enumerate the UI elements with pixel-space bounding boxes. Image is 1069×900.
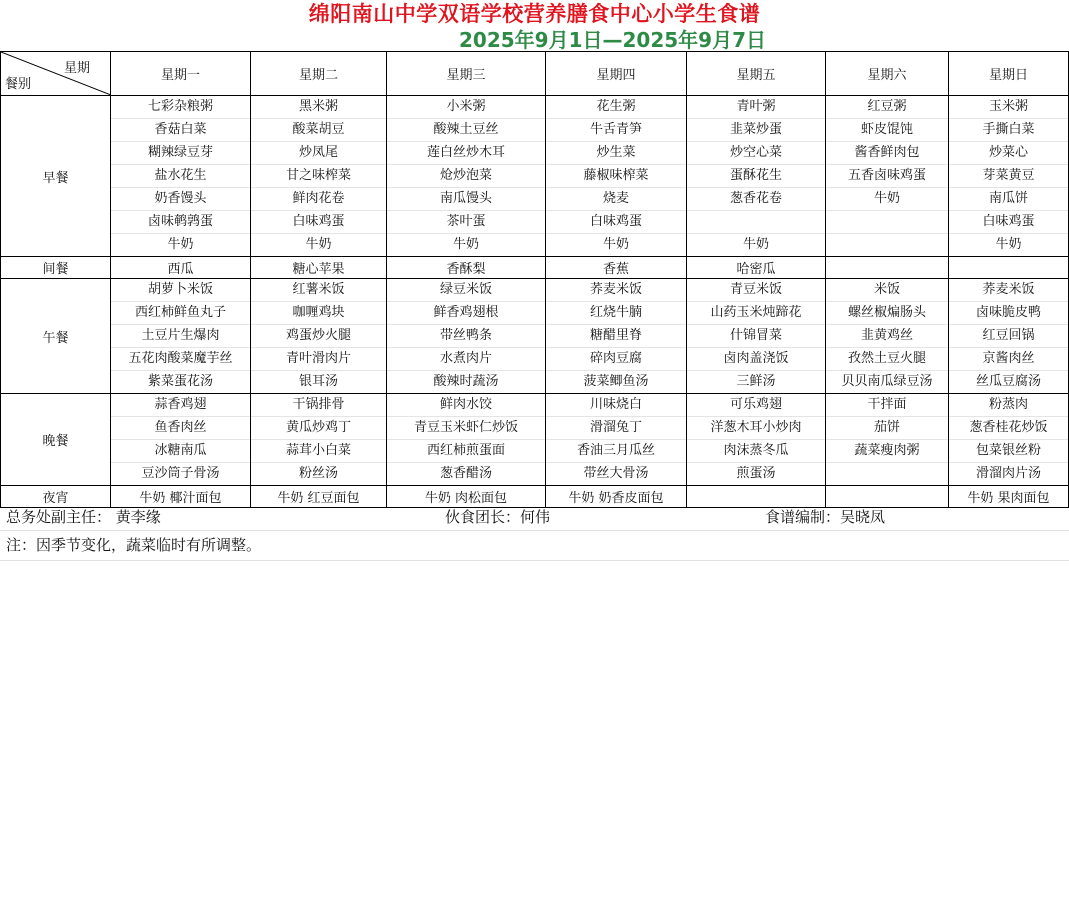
night-day-cell: 牛奶 奶香皮面包 — [546, 486, 687, 508]
dish-item: 冰糖南瓜 — [111, 440, 250, 463]
dish-item: 牛奶 — [826, 188, 948, 211]
dish-item: 牛奶 — [602, 237, 629, 252]
page-title: 绵阳南山中学双语学校营养膳食中心小学生食谱 — [308, 2, 761, 26]
dish-item: 贝贝南瓜绿豆汤 — [841, 374, 933, 389]
dish-item: 粉丝汤 — [298, 466, 338, 481]
corner-weekday-label: 星期 — [63, 61, 90, 76]
dish-item — [826, 463, 948, 485]
lunch-day-cell — [546, 279, 687, 394]
day-header: 星期一 — [111, 52, 251, 96]
dish-item: 虾皮馄饨 — [826, 119, 948, 142]
menu-compiler-name: 食谱编制：吴晓凤 — [765, 508, 886, 526]
night-day-cell: 牛奶 果肉面包 — [949, 486, 1069, 508]
lunch-day-cell — [687, 279, 826, 394]
dish-item: 小米粥 — [387, 96, 545, 119]
lunch-day-cell — [826, 279, 949, 394]
dish-item: 红烧牛腩 — [546, 302, 686, 325]
snack-day-cell — [949, 257, 1069, 279]
dish-item: 胡萝卜米饭 — [111, 279, 250, 302]
dinner-day-cell — [546, 394, 687, 486]
dinner-day-cell — [251, 394, 387, 486]
dish-item: 菠菜鲫鱼汤 — [583, 374, 649, 389]
dish-item: 滑溜兔丁 — [546, 417, 686, 440]
director-name: 总务处副主任： 黄李缘 — [6, 508, 161, 526]
dinner-row — [1, 394, 1069, 486]
dish-item: 甘之味榨菜 — [251, 165, 386, 188]
dish-item: 干拌面 — [826, 394, 948, 417]
snack-row — [1, 257, 1069, 279]
dinner-day-cell — [949, 394, 1069, 486]
corner-cell — [1, 52, 111, 96]
day-header: 星期二 — [251, 52, 387, 96]
dish-item: 香菇白菜 — [111, 119, 250, 142]
lunch-day-cell — [387, 279, 546, 394]
lunch-day-cell — [111, 279, 251, 394]
dish-item: 莲白丝炒木耳 — [387, 142, 545, 165]
day-header: 星期四 — [546, 52, 687, 96]
breakfast-day-cell — [687, 96, 826, 257]
dish-item: 鲜香鸡翅根 — [387, 302, 545, 325]
header-row — [1, 52, 1069, 96]
snack-day-cell: 西瓜 — [111, 257, 251, 279]
dish-item: 土豆片生爆肉 — [111, 325, 250, 348]
dish-item: 干锅排骨 — [251, 394, 386, 417]
dish-item: 鲜肉花卷 — [251, 188, 386, 211]
dish-item: 青豆玉米虾仁炒饭 — [387, 417, 545, 440]
dish-item: 鱼香肉丝 — [111, 417, 250, 440]
dish-item: 红豆粥 — [826, 96, 948, 119]
meal-label-dinner: 晚餐 — [1, 394, 111, 486]
dish-item: 孜然土豆火腿 — [826, 348, 948, 371]
dish-item: 绿豆米饭 — [387, 279, 545, 302]
corner-meal-label: 餐别 — [5, 77, 32, 92]
dish-item: 卤肉盖浇饭 — [687, 348, 825, 371]
dish-item: 三鲜汤 — [736, 374, 776, 389]
dish-item: 红薯米饭 — [251, 279, 386, 302]
dish-item: 白味鸡蛋 — [546, 211, 686, 234]
dish-item: 炒凤尾 — [251, 142, 386, 165]
dish-item: 荞麦米饭 — [546, 279, 686, 302]
dish-item: 豆沙筒子骨汤 — [141, 466, 220, 481]
dish-item: 白味鸡蛋 — [251, 211, 386, 234]
dish-item: 黄瓜炒鸡丁 — [251, 417, 386, 440]
dish-item: 红豆回锅 — [949, 325, 1068, 348]
canteen-head-name: 伙食团长：何伟 — [445, 508, 551, 526]
dish-item: 紫菜蛋花汤 — [147, 374, 213, 389]
breakfast-row — [1, 96, 1069, 257]
dish-item: 黑米粥 — [251, 96, 386, 119]
dish-item: 茶叶蛋 — [387, 211, 545, 234]
dish-item: 手撕白菜 — [949, 119, 1068, 142]
dish-item: 银耳汤 — [298, 374, 338, 389]
dish-item: 糖醋里脊 — [546, 325, 686, 348]
breakfast-day-cell — [111, 96, 251, 257]
dish-item: 碎肉豆腐 — [546, 348, 686, 371]
lunch-day-cell — [949, 279, 1069, 394]
dish-item: 包菜银丝粉 — [949, 440, 1068, 463]
snack-day-cell: 香酥梨 — [387, 257, 546, 279]
dish-item: 滑溜肉片汤 — [975, 466, 1041, 481]
meal-label-night: 夜宵 — [1, 486, 111, 508]
dish-item: 米饭 — [826, 279, 948, 302]
dish-item: 酸辣时蔬汤 — [433, 374, 499, 389]
dish-item: 炒空心菜 — [687, 142, 825, 165]
dish-item: 螺丝椒煸肠头 — [826, 302, 948, 325]
dish-item: 韭菜炒蛋 — [687, 119, 825, 142]
dish-item: 炝炒泡菜 — [387, 165, 545, 188]
day-header: 星期六 — [826, 52, 949, 96]
dish-item: 牛舌青笋 — [546, 119, 686, 142]
breakfast-day-cell — [949, 96, 1069, 257]
dish-item: 什锦冒菜 — [687, 325, 825, 348]
dish-item: 咖喱鸡块 — [251, 302, 386, 325]
dish-item: 葱香花卷 — [687, 188, 825, 211]
dish-item: 川味烧白 — [546, 394, 686, 417]
dish-item: 奶香馒头 — [111, 188, 250, 211]
dish-item: 盐水花生 — [111, 165, 250, 188]
dish-item: 煎蛋汤 — [736, 466, 776, 481]
dish-item — [687, 211, 825, 234]
dish-item: 炒菜心 — [949, 142, 1068, 165]
meal-label-breakfast: 早餐 — [1, 96, 111, 257]
dish-item: 肉沫蒸冬瓜 — [687, 440, 825, 463]
dish-item: 荞麦米饭 — [949, 279, 1068, 302]
dish-item: 韭黄鸡丝 — [826, 325, 948, 348]
dish-item: 鸡蛋炒火腿 — [251, 325, 386, 348]
snack-day-cell: 哈密瓜 — [687, 257, 826, 279]
dish-item: 芽菜黄豆 — [949, 165, 1068, 188]
dish-item: 蒜茸小白菜 — [251, 440, 386, 463]
day-header: 星期五 — [687, 52, 826, 96]
dish-item: 牛奶 — [452, 237, 479, 252]
dish-item: 炒生菜 — [546, 142, 686, 165]
dish-item: 蛋酥花生 — [687, 165, 825, 188]
dish-item: 牛奶 — [305, 237, 332, 252]
dish-item: 可乐鸡翅 — [687, 394, 825, 417]
lunch-row — [1, 279, 1069, 394]
dish-item: 五香卤味鸡蛋 — [826, 165, 948, 188]
dish-item: 酱香鲜肉包 — [826, 142, 948, 165]
breakfast-day-cell — [387, 96, 546, 257]
signature-row — [0, 504, 1069, 531]
snack-day-cell: 香蕉 — [546, 257, 687, 279]
dish-item: 丝瓜豆腐汤 — [975, 374, 1041, 389]
dish-item: 京酱肉丝 — [949, 348, 1068, 371]
note-text: 注：因季节变化，蔬菜临时有所调整。 — [6, 536, 262, 554]
date-range: 2025年9月1日—2025年9月7日 — [459, 28, 766, 52]
breakfast-day-cell — [826, 96, 949, 257]
dish-item: 青叶滑肉片 — [251, 348, 386, 371]
breakfast-day-cell — [251, 96, 387, 257]
dish-item: 青豆米饭 — [687, 279, 825, 302]
dish-item: 水煮肉片 — [387, 348, 545, 371]
dish-item: 牛奶 — [995, 237, 1022, 252]
dish-item: 七彩杂粮粥 — [111, 96, 250, 119]
dish-item: 山药玉米炖蹄花 — [687, 302, 825, 325]
dish-item: 茄饼 — [826, 417, 948, 440]
day-header: 星期三 — [387, 52, 546, 96]
dish-item: 蔬菜瘦肉粥 — [826, 440, 948, 463]
snack-day-cell: 糖心苹果 — [251, 257, 387, 279]
dish-item — [826, 211, 948, 234]
lunch-day-cell — [251, 279, 387, 394]
dinner-day-cell — [826, 394, 949, 486]
snack-day-cell — [826, 257, 949, 279]
dish-item: 西红柿鲜鱼丸子 — [111, 302, 250, 325]
dish-item: 酸辣土豆丝 — [387, 119, 545, 142]
night-day-cell: 牛奶 椰汁面包 — [111, 486, 251, 508]
breakfast-day-cell — [546, 96, 687, 257]
dish-item: 蒜香鸡翅 — [111, 394, 250, 417]
dish-item: 花生粥 — [546, 96, 686, 119]
dish-item: 南瓜饼 — [949, 188, 1068, 211]
dish-item: 粉蒸肉 — [949, 394, 1068, 417]
dish-item: 五花肉酸菜魔芋丝 — [111, 348, 250, 371]
night-day-cell: 牛奶 红豆面包 — [251, 486, 387, 508]
note-row — [0, 530, 1069, 561]
dish-item: 香油三月瓜丝 — [546, 440, 686, 463]
dinner-day-cell — [111, 394, 251, 486]
dish-item: 鲜肉水饺 — [387, 394, 545, 417]
dish-item: 卤味脆皮鸭 — [949, 302, 1068, 325]
dish-item: 葱香醋汤 — [439, 466, 492, 481]
dish-item: 藤椒味榨菜 — [546, 165, 686, 188]
dish-item: 葱香桂花炒饭 — [949, 417, 1068, 440]
day-header: 星期日 — [949, 52, 1069, 96]
dish-item: 糊辣绿豆芽 — [111, 142, 250, 165]
dish-item: 酸菜胡豆 — [251, 119, 386, 142]
meal-label-lunch: 午餐 — [1, 279, 111, 394]
dish-item: 带丝大骨汤 — [583, 466, 649, 481]
dish-item: 烧麦 — [546, 188, 686, 211]
menu-table — [0, 51, 1069, 508]
dish-item: 卤味鹌鹑蛋 — [111, 211, 250, 234]
dinner-day-cell — [687, 394, 826, 486]
dish-item — [826, 234, 948, 256]
dish-item: 西红柿煎蛋面 — [387, 440, 545, 463]
dinner-day-cell — [387, 394, 546, 486]
dish-item: 玉米粥 — [949, 96, 1068, 119]
dish-item: 牛奶 — [167, 237, 194, 252]
dish-item: 青叶粥 — [687, 96, 825, 119]
dish-item: 牛奶 — [742, 237, 769, 252]
meal-label-snack: 间餐 — [1, 257, 111, 279]
dish-item: 南瓜馒头 — [387, 188, 545, 211]
night-day-cell: 牛奶 肉松面包 — [387, 486, 546, 508]
dish-item: 白味鸡蛋 — [949, 211, 1068, 234]
dish-item: 洋葱木耳小炒肉 — [687, 417, 825, 440]
dish-item: 带丝鸭条 — [387, 325, 545, 348]
